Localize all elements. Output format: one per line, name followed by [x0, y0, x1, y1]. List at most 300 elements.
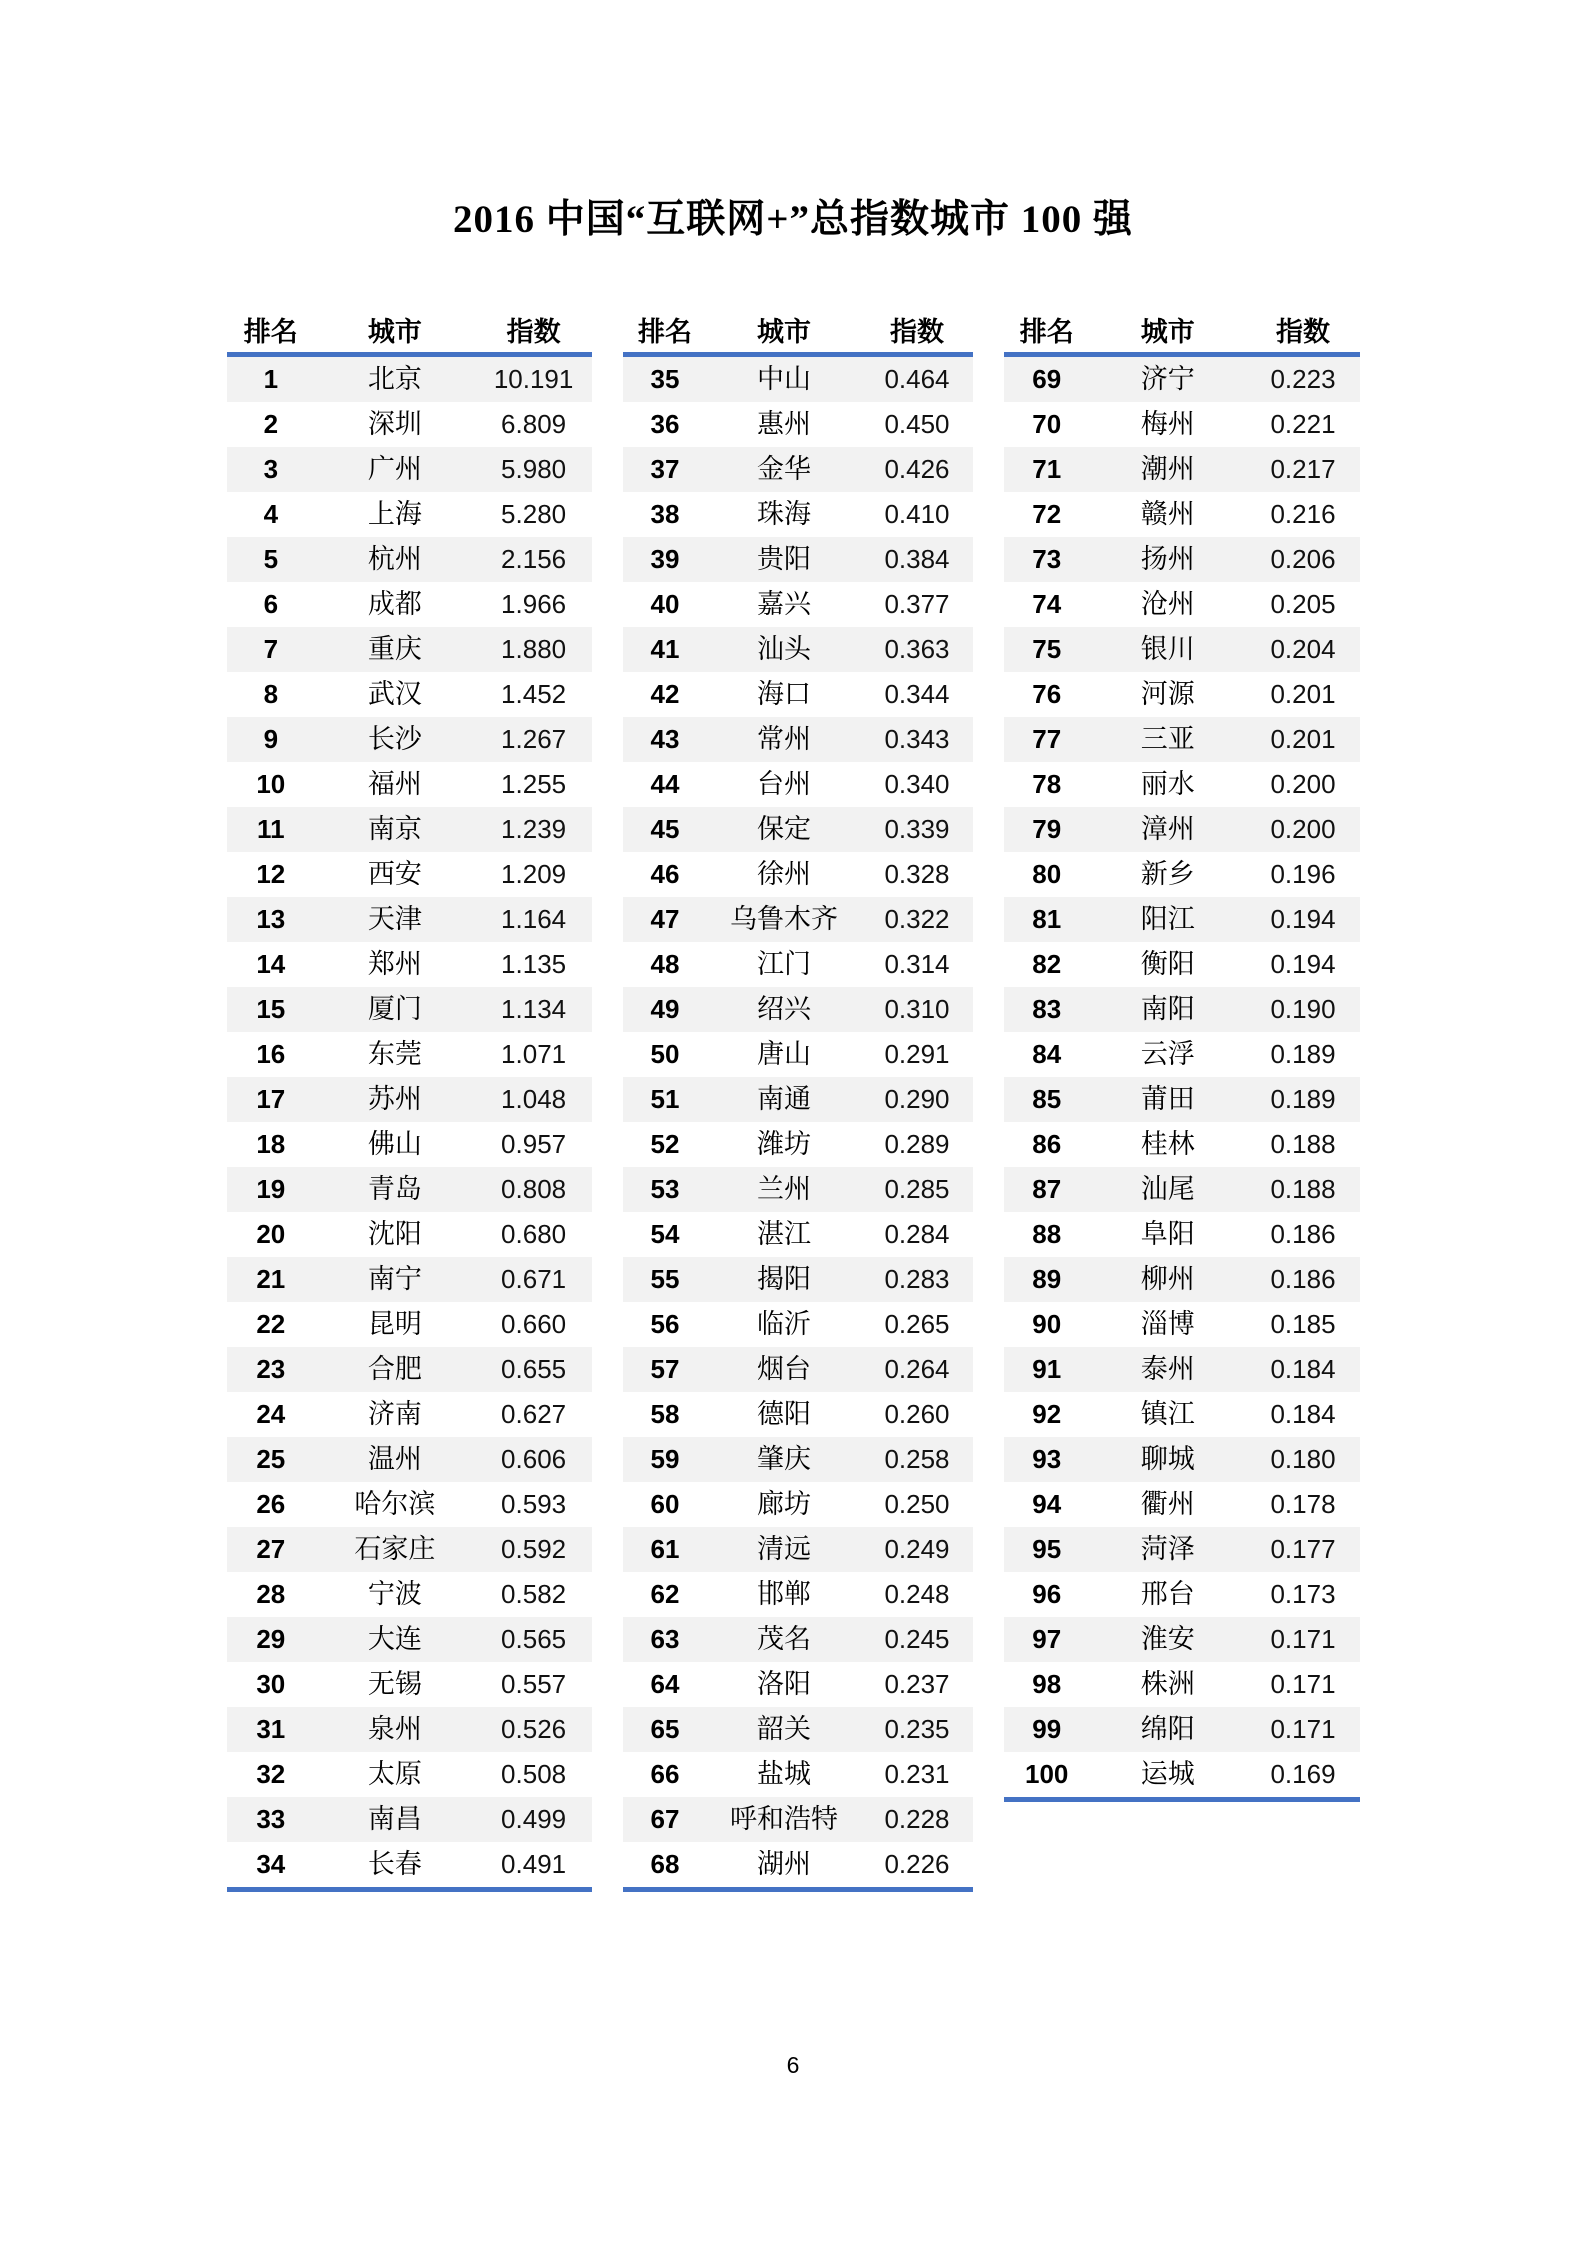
city-cell: 泉州	[367, 1714, 422, 1744]
index-cell: 0.173	[1270, 1579, 1336, 1609]
rank-cell: 55	[650, 1264, 680, 1294]
table-row	[623, 1347, 973, 1392]
table-row	[623, 492, 973, 537]
index-cell: 0.189	[1270, 1039, 1336, 1069]
city-cell: 茂名	[757, 1624, 811, 1654]
rank-cell: 24	[256, 1399, 286, 1429]
table-row	[227, 1752, 592, 1797]
city-cell: 中山	[757, 364, 811, 394]
index-cell: 0.339	[884, 814, 950, 844]
header-rank: 排名	[1019, 317, 1074, 347]
rank-cell: 49	[650, 994, 680, 1024]
index-cell: 0.200	[1270, 814, 1336, 844]
index-cell: 1.880	[501, 634, 567, 664]
table-row	[1004, 1662, 1360, 1707]
rank-cell: 34	[256, 1849, 286, 1879]
rank-cell: 45	[650, 814, 680, 844]
rank-cell: 6	[263, 589, 279, 619]
header-city: 城市	[757, 317, 811, 347]
city-cell: 贵阳	[757, 544, 811, 574]
index-cell: 0.606	[501, 1444, 567, 1474]
index-cell: 0.196	[1270, 859, 1336, 889]
table-row	[227, 1572, 592, 1617]
table-row	[623, 1122, 973, 1167]
city-cell: 惠州	[757, 409, 811, 439]
city-cell: 绍兴	[757, 994, 811, 1024]
rank-cell: 22	[256, 1309, 286, 1339]
index-cell: 0.526	[501, 1714, 567, 1744]
city-cell: 揭阳	[757, 1264, 811, 1294]
city-cell: 淄博	[1140, 1309, 1195, 1339]
table-row	[227, 672, 592, 717]
table-row	[623, 357, 973, 402]
index-cell: 0.223	[1270, 364, 1336, 394]
rank-cell: 60	[650, 1489, 680, 1519]
rank-cell: 13	[256, 904, 286, 934]
index-cell: 0.285	[884, 1174, 950, 1204]
city-cell: 广州	[367, 454, 422, 484]
rank-cell: 83	[1032, 994, 1062, 1024]
rank-cell: 29	[256, 1624, 286, 1654]
index-cell: 0.264	[884, 1354, 950, 1384]
index-cell: 0.290	[884, 1084, 950, 1114]
table-row	[1004, 987, 1360, 1032]
table-row	[227, 1527, 592, 1572]
rank-cell: 4	[263, 499, 279, 529]
city-cell: 天津	[367, 904, 422, 934]
city-cell: 丽水	[1140, 769, 1195, 799]
rank-cell: 11	[257, 814, 285, 844]
city-cell: 唐山	[757, 1039, 811, 1069]
rank-cell: 32	[256, 1759, 286, 1789]
city-cell: 江门	[757, 949, 811, 979]
city-cell: 青岛	[367, 1174, 422, 1204]
city-cell: 桂林	[1140, 1129, 1195, 1159]
rank-cell: 93	[1032, 1444, 1062, 1474]
city-cell: 银川	[1140, 634, 1195, 664]
rank-cell: 84	[1032, 1039, 1062, 1069]
city-cell: 临沂	[757, 1309, 811, 1339]
table-row	[227, 1797, 592, 1842]
index-cell: 0.671	[501, 1264, 567, 1294]
table-row	[227, 1302, 592, 1347]
rank-cell: 100	[1025, 1759, 1069, 1789]
city-cell: 南阳	[1140, 994, 1195, 1024]
rank-cell: 5	[263, 544, 279, 574]
rank-cell: 86	[1032, 1129, 1062, 1159]
city-cell: 湛江	[757, 1219, 811, 1249]
table-row	[1004, 897, 1360, 942]
rank-cell: 82	[1032, 949, 1062, 979]
table-row	[623, 537, 973, 582]
index-cell: 0.184	[1270, 1399, 1336, 1429]
city-cell: 苏州	[367, 1084, 422, 1114]
index-cell: 0.260	[884, 1399, 950, 1429]
index-cell: 0.228	[884, 1804, 950, 1834]
index-cell: 0.245	[884, 1624, 950, 1654]
city-cell: 石家庄	[354, 1534, 436, 1564]
table-header-row	[227, 312, 592, 357]
table-row	[623, 1797, 973, 1842]
table-row	[1004, 1707, 1360, 1752]
index-cell: 0.171	[1270, 1714, 1336, 1744]
table-row	[1004, 1527, 1360, 1572]
index-cell: 0.185	[1270, 1309, 1336, 1339]
rank-cell: 75	[1032, 634, 1062, 664]
table-row	[623, 402, 973, 447]
table-row	[623, 807, 973, 852]
rank-cell: 16	[256, 1039, 286, 1069]
table-row	[227, 762, 592, 807]
index-cell: 0.221	[1270, 409, 1336, 439]
rank-cell: 36	[650, 409, 680, 439]
city-cell: 长春	[367, 1849, 422, 1879]
table-row	[1004, 492, 1360, 537]
index-cell: 0.508	[501, 1759, 567, 1789]
rank-cell: 74	[1032, 589, 1062, 619]
index-cell: 0.377	[884, 589, 950, 619]
city-cell: 东莞	[367, 1039, 422, 1069]
index-cell: 0.291	[884, 1039, 950, 1069]
city-cell: 济南	[367, 1399, 422, 1429]
table-row	[227, 627, 592, 672]
rank-cell: 30	[256, 1669, 286, 1699]
index-cell: 0.169	[1270, 1759, 1336, 1789]
rank-cell: 44	[650, 769, 680, 799]
city-cell: 韶关	[757, 1714, 811, 1744]
table-row	[227, 1212, 592, 1257]
table-row	[1004, 807, 1360, 852]
rank-cell: 76	[1032, 679, 1062, 709]
table-row	[623, 1032, 973, 1077]
table-row	[623, 1257, 973, 1302]
city-cell: 阜阳	[1140, 1219, 1195, 1249]
table-row	[1004, 357, 1360, 402]
city-cell: 阳江	[1140, 904, 1195, 934]
city-cell: 成都	[367, 589, 422, 619]
city-cell: 聊城	[1140, 1444, 1195, 1474]
city-cell: 株洲	[1140, 1669, 1195, 1699]
rank-cell: 57	[650, 1354, 680, 1384]
table-row	[623, 942, 973, 987]
index-cell: 0.464	[884, 364, 950, 394]
rank-cell: 31	[256, 1714, 286, 1744]
table-row	[1004, 672, 1360, 717]
city-cell: 深圳	[367, 409, 422, 439]
index-cell: 1.255	[501, 769, 567, 799]
rank-cell: 38	[650, 499, 680, 529]
city-cell: 武汉	[367, 679, 422, 709]
table-row	[623, 1392, 973, 1437]
city-cell: 保定	[757, 814, 811, 844]
index-cell: 0.655	[501, 1354, 567, 1384]
rank-cell: 25	[256, 1444, 286, 1474]
index-cell: 0.237	[884, 1669, 950, 1699]
table-row	[623, 1527, 973, 1572]
table-row	[227, 582, 592, 627]
index-cell: 0.384	[884, 544, 950, 574]
index-cell: 0.204	[1270, 634, 1336, 664]
rank-cell: 70	[1032, 409, 1062, 439]
index-cell: 0.499	[501, 1804, 567, 1834]
index-cell: 0.283	[884, 1264, 950, 1294]
table-row	[623, 762, 973, 807]
table-row	[623, 582, 973, 627]
city-cell: 嘉兴	[757, 589, 811, 619]
city-cell: 杭州	[367, 544, 422, 574]
index-cell: 5.980	[501, 454, 567, 484]
city-cell: 长沙	[367, 724, 422, 754]
city-cell: 邯郸	[757, 1579, 811, 1609]
rank-cell: 19	[256, 1174, 286, 1204]
city-cell: 汕头	[757, 634, 811, 664]
index-cell: 0.201	[1270, 724, 1336, 754]
city-cell: 郑州	[367, 949, 422, 979]
table-row	[227, 942, 592, 987]
table-row	[1004, 627, 1360, 672]
rank-cell: 97	[1032, 1624, 1062, 1654]
city-cell: 大连	[367, 1624, 422, 1654]
table-row	[623, 1212, 973, 1257]
rank-cell: 98	[1032, 1669, 1062, 1699]
city-cell: 衡阳	[1140, 949, 1195, 979]
rank-cell: 58	[650, 1399, 680, 1429]
table-body	[1004, 357, 1360, 1802]
rank-cell: 61	[650, 1534, 680, 1564]
index-cell: 0.171	[1270, 1669, 1336, 1699]
table-row	[1004, 1392, 1360, 1437]
table-row	[227, 1032, 592, 1077]
city-cell: 三亚	[1140, 724, 1195, 754]
city-cell: 昆明	[367, 1309, 422, 1339]
city-cell: 新乡	[1140, 859, 1195, 889]
table-row	[623, 897, 973, 942]
index-cell: 0.340	[884, 769, 950, 799]
index-cell: 0.328	[884, 859, 950, 889]
rank-cell: 54	[650, 1219, 680, 1249]
city-cell: 佛山	[367, 1129, 422, 1159]
rank-cell: 40	[650, 589, 680, 619]
index-cell: 1.239	[501, 814, 567, 844]
city-cell: 潍坊	[757, 1129, 811, 1159]
rank-cell: 1	[263, 364, 279, 394]
city-cell: 镇江	[1140, 1399, 1195, 1429]
rank-cell: 67	[650, 1804, 680, 1834]
city-cell: 台州	[757, 769, 811, 799]
rank-cell: 42	[650, 679, 680, 709]
rank-cell: 69	[1032, 364, 1062, 394]
header-index: 指数	[1276, 317, 1331, 347]
table-row	[1004, 1347, 1360, 1392]
index-cell: 0.957	[501, 1129, 567, 1159]
index-cell: 0.190	[1270, 994, 1336, 1024]
index-cell: 1.134	[501, 994, 567, 1024]
table-row	[623, 1842, 973, 1887]
rank-cell: 2	[263, 409, 279, 439]
city-cell: 肇庆	[757, 1444, 811, 1474]
header-city: 城市	[367, 317, 422, 347]
city-cell: 汕尾	[1140, 1174, 1195, 1204]
table-header-row	[1004, 312, 1360, 357]
city-cell: 南通	[757, 1084, 811, 1114]
city-cell: 扬州	[1140, 544, 1195, 574]
page-number: 6	[786, 2052, 800, 2078]
header-index: 指数	[506, 317, 561, 347]
city-cell: 烟台	[757, 1354, 811, 1384]
table-row	[623, 1617, 973, 1662]
index-cell: 10.191	[493, 364, 574, 394]
rank-cell: 92	[1032, 1399, 1062, 1429]
rank-cell: 39	[650, 544, 680, 574]
rank-cell: 91	[1032, 1354, 1062, 1384]
table-row	[623, 1482, 973, 1527]
rank-cell: 51	[650, 1084, 680, 1114]
city-cell: 福州	[367, 769, 422, 799]
table-row	[623, 447, 973, 492]
table-row	[227, 402, 592, 447]
city-cell: 泰州	[1140, 1354, 1195, 1384]
rank-cell: 88	[1032, 1219, 1062, 1249]
index-cell: 0.363	[884, 634, 950, 664]
table-row	[1004, 1212, 1360, 1257]
city-cell: 运城	[1140, 1759, 1195, 1789]
table-row	[623, 1437, 973, 1482]
table-row	[1004, 537, 1360, 582]
index-cell: 0.565	[501, 1624, 567, 1654]
rank-cell: 27	[256, 1534, 286, 1564]
table-column-group-1	[227, 312, 592, 1892]
table-row	[623, 717, 973, 762]
rank-cell: 21	[256, 1264, 286, 1294]
rank-cell: 72	[1032, 499, 1062, 529]
index-cell: 0.205	[1270, 589, 1336, 619]
rank-cell: 81	[1032, 904, 1062, 934]
rank-cell: 41	[650, 634, 680, 664]
index-cell: 0.180	[1270, 1444, 1336, 1474]
city-cell: 宁波	[367, 1579, 422, 1609]
table-row	[623, 852, 973, 897]
index-cell: 0.289	[884, 1129, 950, 1159]
index-cell: 0.200	[1270, 769, 1336, 799]
table-row	[1004, 582, 1360, 627]
index-cell: 1.164	[501, 904, 567, 934]
rank-cell: 64	[650, 1669, 680, 1699]
header-rank: 排名	[243, 317, 298, 347]
city-cell: 河源	[1140, 679, 1195, 709]
table-row	[623, 627, 973, 672]
index-cell: 0.680	[501, 1219, 567, 1249]
table-row	[1004, 447, 1360, 492]
city-cell: 南宁	[367, 1264, 422, 1294]
index-cell: 1.135	[501, 949, 567, 979]
city-cell: 南京	[367, 814, 422, 844]
city-cell: 上海	[367, 499, 422, 529]
city-cell: 南昌	[367, 1804, 422, 1834]
rank-cell: 96	[1032, 1579, 1062, 1609]
table-row	[1004, 402, 1360, 447]
table-row	[227, 1662, 592, 1707]
rank-cell: 65	[650, 1714, 680, 1744]
index-cell: 1.071	[501, 1039, 567, 1069]
index-cell: 0.450	[884, 409, 950, 439]
index-cell: 1.209	[501, 859, 567, 889]
header-rank: 排名	[638, 317, 692, 347]
rank-cell: 99	[1032, 1714, 1062, 1744]
index-cell: 0.627	[501, 1399, 567, 1429]
index-cell: 0.194	[1270, 949, 1336, 979]
city-cell: 常州	[757, 724, 811, 754]
index-cell: 0.206	[1270, 544, 1336, 574]
table-row	[227, 807, 592, 852]
city-cell: 绵阳	[1140, 1714, 1195, 1744]
city-cell: 金华	[757, 454, 811, 484]
table-row	[1004, 1437, 1360, 1482]
rank-cell: 78	[1032, 769, 1062, 799]
city-cell: 邢台	[1140, 1579, 1195, 1609]
table-row	[227, 1167, 592, 1212]
table-row	[227, 357, 592, 402]
index-cell: 0.188	[1270, 1129, 1336, 1159]
rank-cell: 79	[1032, 814, 1062, 844]
table-row	[623, 1077, 973, 1122]
table-row	[227, 447, 592, 492]
city-cell: 衢州	[1140, 1489, 1195, 1519]
rank-cell: 43	[650, 724, 680, 754]
rank-cell: 87	[1032, 1174, 1062, 1204]
rank-cell: 66	[650, 1759, 680, 1789]
index-cell: 2.156	[501, 544, 567, 574]
rank-cell: 50	[650, 1039, 680, 1069]
table-row	[227, 1347, 592, 1392]
index-cell: 0.557	[501, 1669, 567, 1699]
table-row	[1004, 1482, 1360, 1527]
index-cell: 0.231	[884, 1759, 950, 1789]
index-cell: 6.809	[501, 409, 567, 439]
city-cell: 珠海	[757, 499, 811, 529]
rank-cell: 23	[256, 1354, 286, 1384]
rank-cell: 18	[256, 1129, 286, 1159]
table-row	[227, 492, 592, 537]
rank-cell: 90	[1032, 1309, 1062, 1339]
page-title: 2016 中国“互联网+”总指数城市 100 强	[453, 198, 1133, 241]
table-row	[227, 1437, 592, 1482]
rank-cell: 7	[263, 634, 279, 664]
city-index-table	[227, 312, 1360, 1892]
table-row	[227, 1077, 592, 1122]
table-row	[227, 897, 592, 942]
index-cell: 0.171	[1270, 1624, 1336, 1654]
table-row	[1004, 1167, 1360, 1212]
table-row	[623, 1707, 973, 1752]
rank-cell: 12	[256, 859, 286, 889]
table-row	[1004, 1122, 1360, 1167]
rank-cell: 48	[650, 949, 680, 979]
index-cell: 0.194	[1270, 904, 1336, 934]
rank-cell: 17	[256, 1084, 286, 1114]
index-cell: 0.177	[1270, 1534, 1336, 1564]
rank-cell: 28	[256, 1579, 286, 1609]
city-cell: 云浮	[1140, 1039, 1195, 1069]
table-row	[623, 672, 973, 717]
table-row	[227, 537, 592, 582]
city-cell: 西安	[367, 859, 422, 889]
table-row	[1004, 942, 1360, 987]
index-cell: 0.284	[884, 1219, 950, 1249]
index-cell: 0.265	[884, 1309, 950, 1339]
table-row	[1004, 762, 1360, 807]
index-cell: 0.808	[501, 1174, 567, 1204]
index-cell: 0.322	[884, 904, 950, 934]
